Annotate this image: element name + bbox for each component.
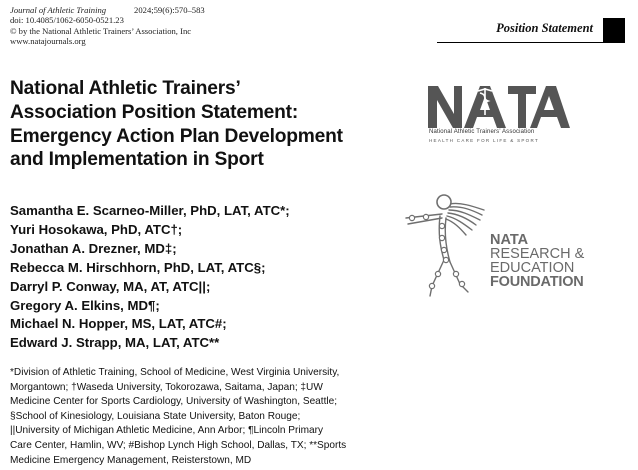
- journal-doi: doi: 10.4085/1062-6050-0521.23: [10, 15, 124, 26]
- article-title: [10, 77, 410, 172]
- foundation-line-foundation: FOUNDATION: [490, 274, 584, 290]
- nata-logo-subtitle: National Athletic Trainers’ Association: [429, 129, 535, 135]
- section-black-box: [603, 18, 625, 43]
- title-line: Association Position Statement:: [10, 101, 299, 123]
- journal-copyright: © by the National Athletic Trainers’ Association, Inc: [10, 25, 192, 36]
- author: Darryl P. Conway, MA, AT, ATC||;: [10, 278, 211, 294]
- author-list: [10, 202, 410, 353]
- section-tag: [437, 18, 625, 43]
- affiliation-line: Medicine Emergency Management, Reisterstown, MD: [10, 454, 252, 466]
- author: Gregory A. Elkins, MD¶;: [10, 297, 160, 313]
- section-label: Position Statement: [496, 21, 593, 35]
- journal-meta: [10, 5, 205, 47]
- journal-name: Journal of Athletic Training: [10, 5, 107, 15]
- affiliation-line: *Division of Athletic Training, School of Medicine, West Virginia University,: [10, 367, 340, 378]
- foundation-line-research: RESEARCH &: [490, 246, 585, 262]
- affiliation-line: Care Center, Hamlin, WV; #Bishop Lynch High School, Dallas, TX; **Sports: [10, 439, 347, 451]
- nata-wordmark-icon: [428, 84, 570, 130]
- title-line: Emergency Action Plan Development: [10, 125, 343, 147]
- affiliation-line: Morgantown; †Waseda University, Tokorozawa, Saitama, Japan; ‡UW: [10, 381, 323, 393]
- author: Michael N. Hopper, MS, LAT, ATC#;: [10, 316, 227, 332]
- author: Edward J. Strapp, MA, LAT, ATC**: [10, 335, 220, 351]
- foundation-logo-text: [490, 233, 584, 289]
- author: Jonathan A. Drezner, MD‡;: [10, 240, 177, 256]
- affiliations: [10, 366, 390, 468]
- affiliation-line: §School of Kinesiology, Louisiana State University, Baton Rouge;: [10, 410, 301, 422]
- foundation-line-nata: NATA: [490, 232, 529, 248]
- title-line: and Implementation in Sport: [10, 149, 264, 171]
- title-line: National Athletic Trainers’: [10, 78, 241, 99]
- foundation-line-education: EDUCATION: [490, 260, 575, 276]
- author: Rebecca M. Hirschhorn, PhD, LAT, ATC§;: [10, 259, 266, 275]
- nata-logo-tagline: HEALTH CARE FOR LIFE & SPORT: [429, 138, 539, 143]
- dotted-runner-figure-icon: [402, 188, 488, 300]
- affiliation-line: Medicine Center for Sports Cardiology, University of Washington, Seattle;: [10, 396, 338, 408]
- journal-citation: 2024;59(6):570–583: [134, 5, 205, 15]
- author: Yuri Hosokawa, PhD, ATC†;: [10, 221, 183, 237]
- affiliation-line: ||University of Michigan Athletic Medicine, Ann Arbor; ¶Lincoln Primary: [10, 425, 324, 437]
- journal-website: www.natajournals.org: [10, 36, 86, 47]
- author: Samantha E. Scarneo-Miller, PhD, LAT, ATC*;: [10, 203, 290, 218]
- journal-citation-line: [10, 5, 205, 15]
